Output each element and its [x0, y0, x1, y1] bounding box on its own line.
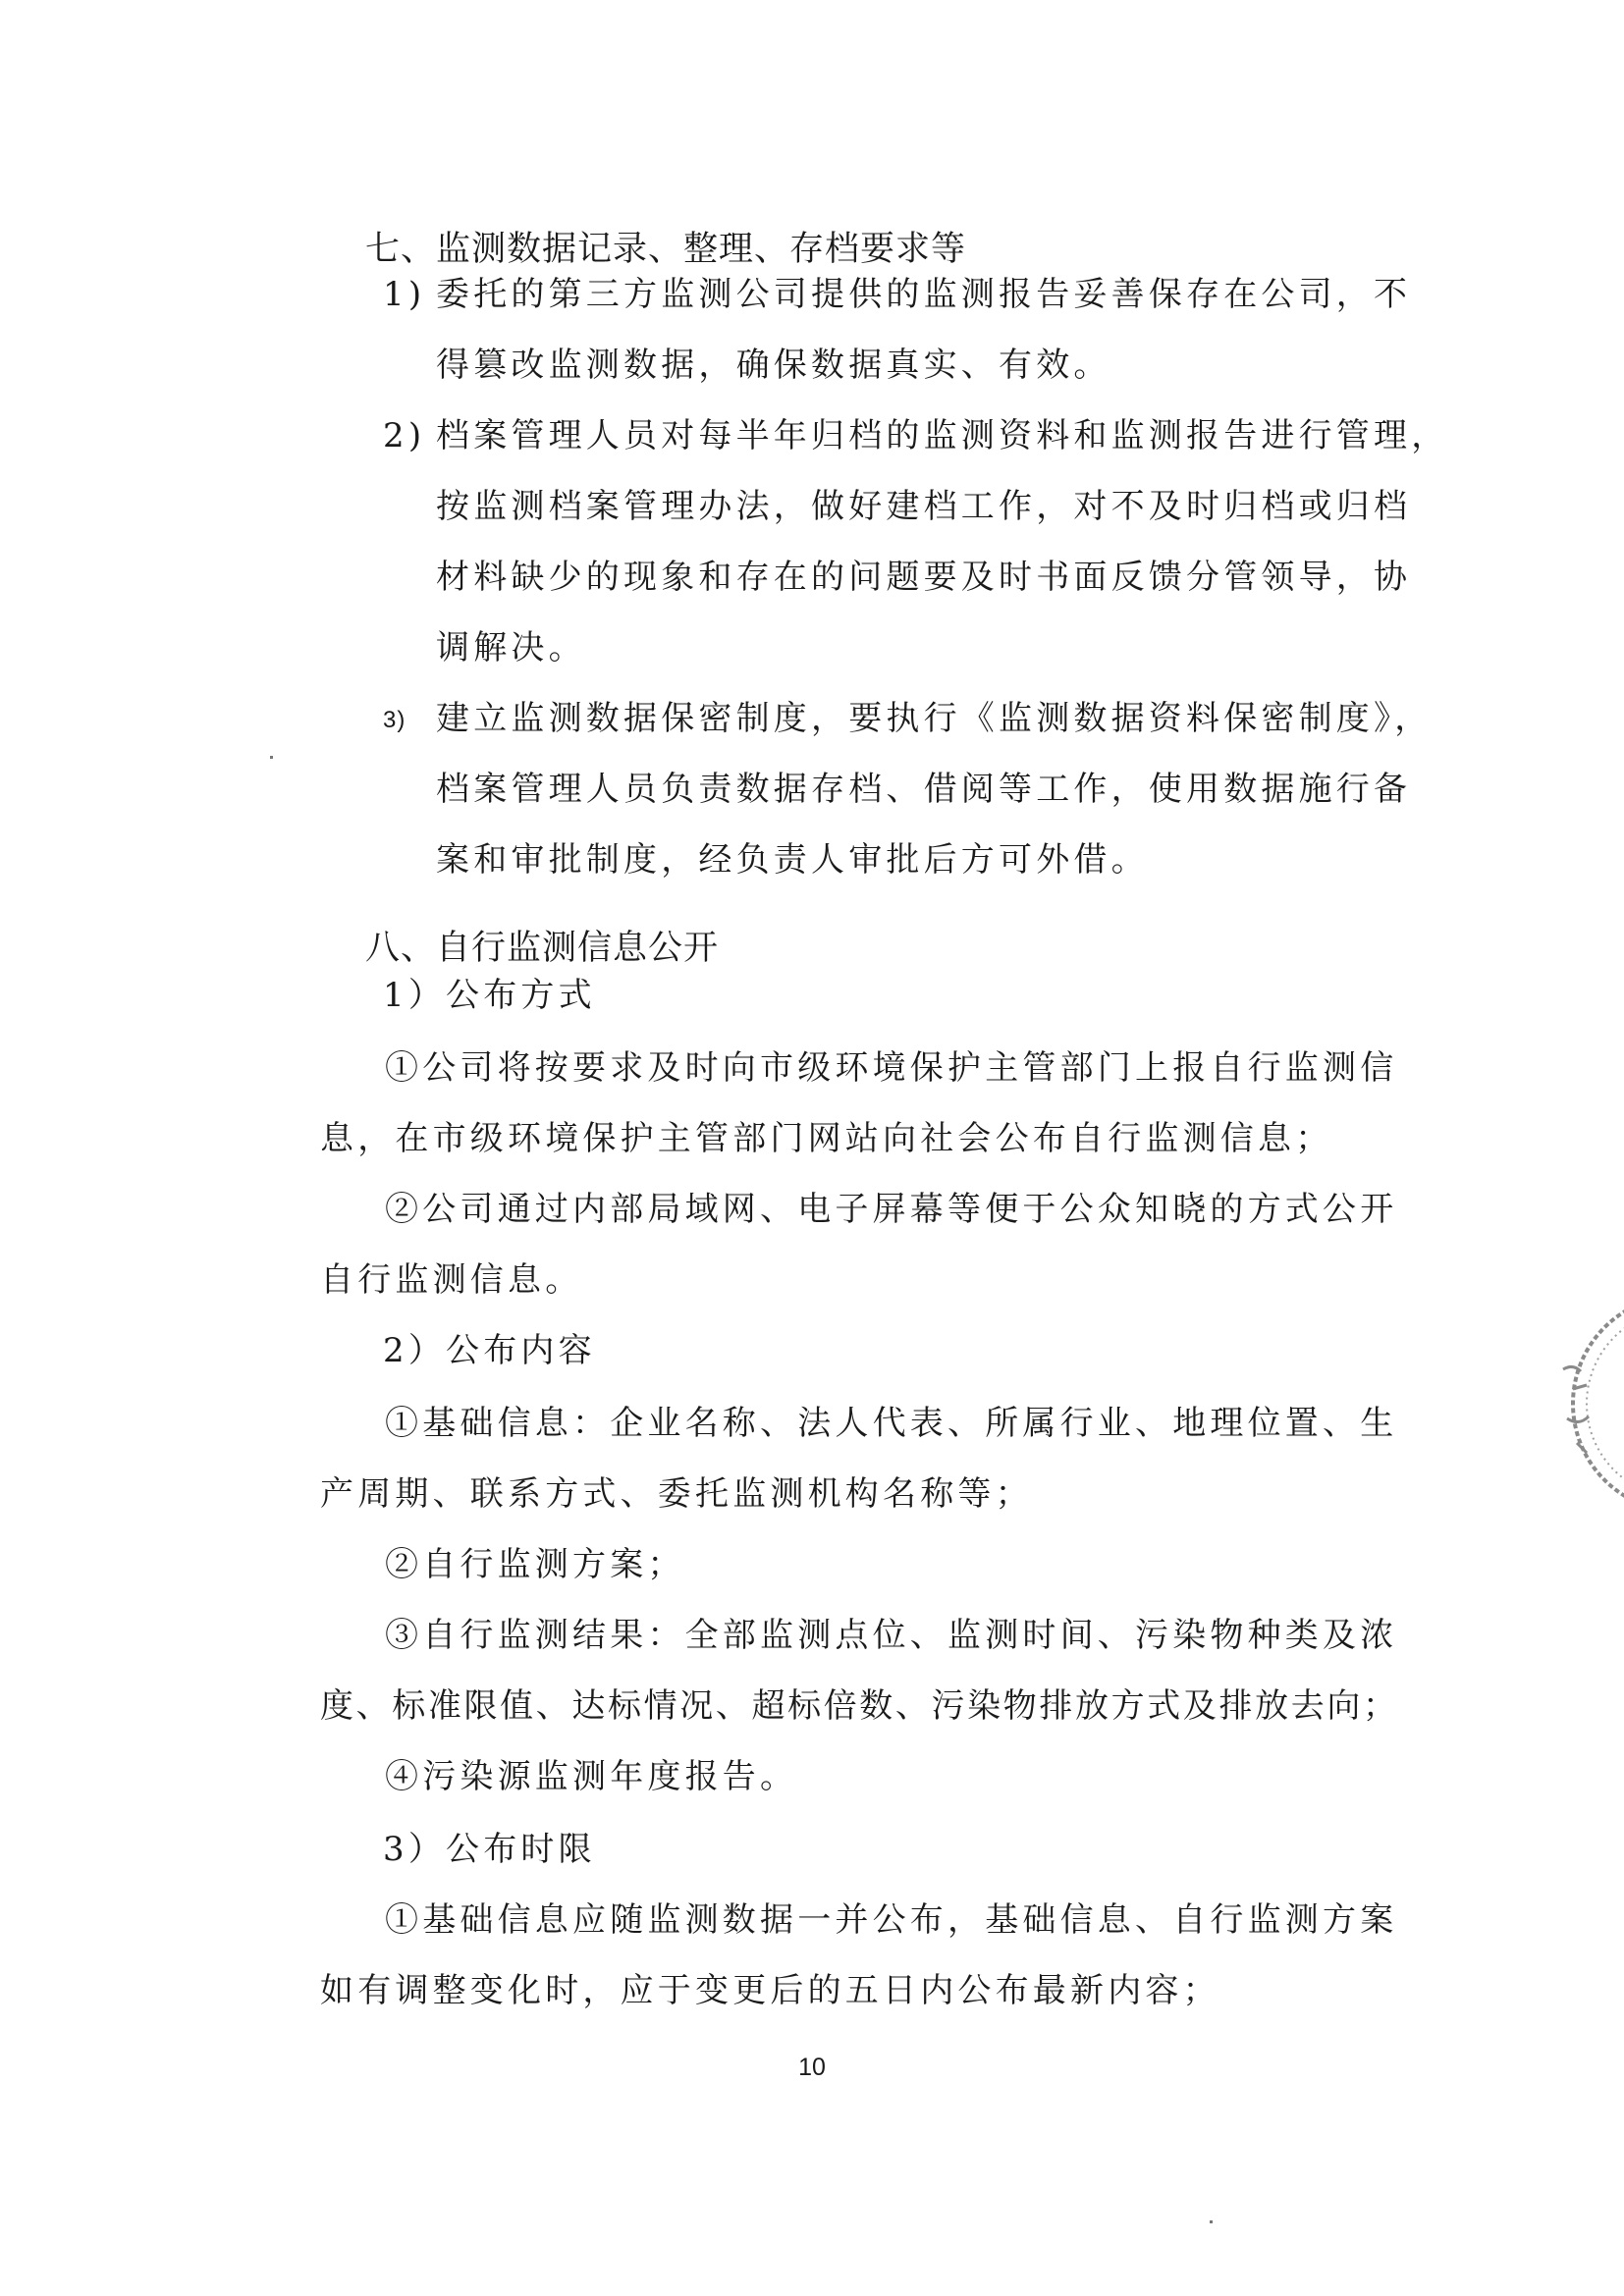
sub-1-p2-line-1: ②公司通过内部局域网、电子屏幕等便于公众知晓的方式公开 [385, 1190, 1398, 1229]
sub-3-title: 3）公布时限 [383, 1830, 596, 1869]
sub-3-p1-line-2: 如有调整变化时，应于变更后的五日内公布最新内容； [320, 1971, 1220, 2010]
sub-3-p1-line-1: ①基础信息应随监测数据一并公布，基础信息、自行监测方案 [385, 1900, 1398, 1940]
sub-2-p1-line-2: 产周期、联系方式、委托监测机构名称等； [320, 1474, 1033, 1514]
item-1-marker: 1) [383, 275, 426, 314]
sub-1-title: 1）公布方式 [383, 976, 596, 1015]
scan-speck [270, 756, 273, 759]
item-2-line-3: 材料缺少的现象和存在的问题要及时书面反馈分管领导，协 [436, 558, 1412, 597]
sub-2-p3-line-1: ③自行监测结果：全部监测点位、监测时间、污染物种类及浓 [385, 1616, 1398, 1655]
page-number: 10 [798, 2054, 826, 2081]
sub-2-p3-line-2: 度、标准限值、达标情况、超标倍数、污染物排放方式及排放去向； [320, 1686, 1398, 1726]
seal-stamp-icon [1534, 1271, 1624, 1536]
scan-speck [1210, 2220, 1213, 2223]
item-3-line-2: 档案管理人员负责数据存档、借阅等工作，使用数据施行备 [436, 770, 1412, 809]
item-3-line-1: 建立监测数据保密制度，要执行《监测数据资料保密制度》， [436, 699, 1433, 738]
sub-2-p1-line-1: ①基础信息：企业名称、法人代表、所属行业、地理位置、生 [385, 1404, 1398, 1443]
section-8-heading: 八、自行监测信息公开 [365, 929, 720, 968]
item-1-line-1: 委托的第三方监测公司提供的监测报告妥善保存在公司，不 [436, 275, 1412, 314]
item-3-marker: 3) [383, 707, 406, 733]
item-2-line-4: 调解决。 [436, 628, 586, 667]
sub-1-p1-line-1: ①公司将按要求及时向市级环境保护主管部门上报自行监测信 [385, 1048, 1398, 1088]
sub-1-p2-line-2: 自行监测信息。 [320, 1260, 583, 1300]
item-2-line-2: 按监测档案管理办法，做好建档工作，对不及时归档或归档 [436, 487, 1412, 526]
sub-1-p1-line-2: 息，在市级环境保护主管部门网站向社会公布自行监测信息； [320, 1119, 1333, 1158]
item-1-line-2: 得篡改监测数据，确保数据真实、有效。 [436, 346, 1111, 385]
sub-2-title: 2）公布内容 [383, 1331, 596, 1370]
sub-2-p2: ②自行监测方案； [385, 1545, 685, 1584]
item-2-marker: 2) [383, 416, 426, 455]
section-7-heading: 七、监测数据记录、整理、存档要求等 [365, 230, 967, 269]
item-3-line-3: 案和审批制度，经负责人审批后方可外借。 [436, 840, 1149, 880]
sub-2-p4: ④污染源监测年度报告。 [385, 1757, 798, 1796]
item-2-line-1: 档案管理人员对每半年归档的监测资料和监测报告进行管理， [436, 416, 1449, 455]
